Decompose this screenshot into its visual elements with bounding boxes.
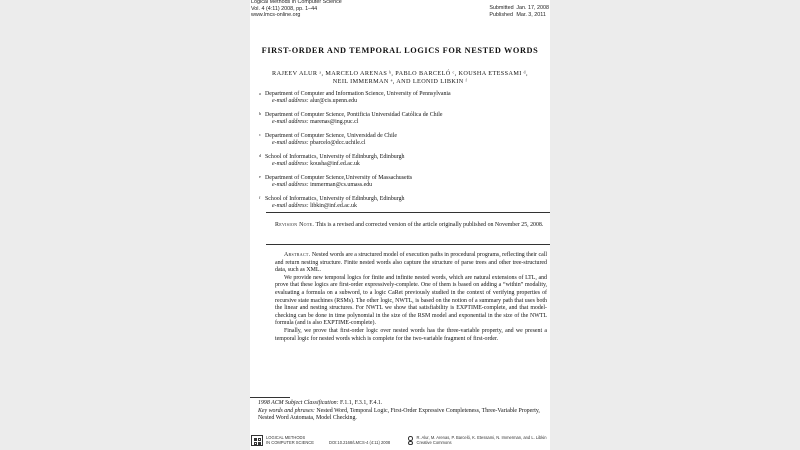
affiliation-dept: School of Informatics, University of Edinburgh, Edinburgh [265, 153, 405, 160]
submitted-label: Submitted [489, 5, 514, 11]
abstract-paragraph-3: Finally, we prove that first-order logic over nested words has the three-variable property, and we present a temporal logic for nested words which is complete for the two-variable fragment of first-order. [275, 327, 547, 342]
abstract [275, 252, 547, 343]
affiliation-marker: c [259, 132, 261, 138]
affiliations [258, 91, 543, 216]
lmcs-label-line-1: LOGICAL METHODS [266, 435, 306, 440]
divider-top [266, 212, 550, 213]
acm-classification: F.1.1, F.3.1, F.4.1. [340, 400, 383, 406]
viewer-background-right [550, 0, 800, 450]
affiliation-marker: f [259, 195, 261, 201]
affiliation-d [258, 154, 543, 169]
revision-text: This is a revised and corrected version of the article originally published on November 25, 2008. [315, 222, 544, 228]
abstract-label: Abstract. [284, 252, 311, 258]
affiliation-c [258, 133, 543, 148]
email-label: e-mail address: [272, 140, 309, 147]
affiliation-dept: Department of Computer and Information Science, University of Pennsylvania [265, 91, 451, 97]
email-label: e-mail address: [272, 182, 309, 189]
creative-commons-icon [408, 441, 413, 446]
copyright-notice [408, 436, 548, 446]
published-date: Mar. 3, 2011 [516, 11, 546, 18]
abstract-paragraph-1: Nested words are a structured model of execution paths in procedural programs, reflecting their call and return nesting structure. Finite nested words also capture the structure of parse trees and other tree-structured data, such as XML. [275, 252, 547, 274]
affiliation-dept: Department of Computer Science, Pontificia Universidad Católica de Chile [265, 111, 443, 118]
email-address: kousha@inf.ed.ac.uk [310, 161, 360, 168]
revision-note [275, 222, 547, 230]
published-label: Published [489, 11, 514, 18]
abstract-paragraph-2: We provide new temporal logics for finite and infinite nested words, which are natural extensions of LTL, and prove that these logics are first-order expressively-complete. One of them is based on adding a “within” modality, evaluating a formula on a subword, to a logic CaRet previously studied in the context of verifying properties of recursive state machines (RSMs). The other logic, NWTL, is based on the notion of a summary path that uses both the linear and nesting structures. For NWTL we show that satisfiability is EXPTIME-complete, and that model-checking can be done in time polynomial in the size of the RSM model and exponential in the size of the NWTL formula (and is also EXPTIME-complete). [275, 274, 547, 327]
affiliation-dept: Department of Computer Science,University of Massachusetts [265, 174, 413, 181]
revision-label: Revision Note. [275, 222, 315, 228]
lmcs-logo-icon [251, 435, 263, 446]
affiliation-marker: e [259, 174, 261, 180]
document-page [250, 0, 550, 450]
acm-label: 1998 ACM Subject Classification: [258, 400, 339, 406]
author-list [250, 70, 550, 86]
affiliation-dept: School of Informatics, University of Edinburgh, Edinburgh [265, 195, 405, 202]
email-label: e-mail address: [272, 98, 309, 105]
viewer-background-left [0, 0, 250, 450]
email-address: alur@cis.upenn.edu [310, 98, 358, 105]
doi: DOI:10.2168/LMCS-4 (4:11) 2008 [329, 440, 391, 445]
email-address: libkin@inf.ed.ac.uk [310, 202, 357, 209]
submitted-date: Jan. 17, 2008 [516, 5, 549, 11]
keywords-label: Key words and phrases: [258, 407, 315, 414]
creative-commons-label: Creative Commons [416, 439, 452, 445]
affiliation-dept: Department of Computer Science, Universidad de Chile [265, 132, 398, 139]
lmcs-label [266, 436, 314, 446]
email-label: e-mail address: [272, 161, 309, 168]
affiliation-b [258, 112, 543, 127]
affiliation-marker: a [259, 90, 261, 96]
affiliation-e [258, 175, 543, 190]
authors-line-1: RAJEEV ALUR ᵃ, MARCELO ARENAS ᵇ, PABLO BARCELÓ ᶜ, KOUSHA ETESSAMI ᵈ, [272, 70, 528, 77]
affiliation-a [258, 91, 543, 106]
affiliation-marker: b [259, 111, 261, 117]
copyright-icon [408, 436, 413, 441]
affiliation-marker: d [259, 153, 261, 159]
page-footer [250, 434, 550, 450]
divider-middle [266, 244, 550, 245]
footnote-rule [250, 397, 290, 398]
authors-line-2: NEIL IMMERMAN ᵉ, AND LEONID LIBKIN ᶠ [332, 78, 468, 86]
email-label: e-mail address: [272, 202, 309, 209]
journal-header [251, 0, 342, 19]
affiliation-f [258, 196, 543, 211]
email-address: immerman@cs.umass.edu [310, 182, 373, 189]
dates-header [489, 5, 549, 18]
footnotes [258, 400, 550, 423]
journal-volume: Vol. 4 (4:11) 2008, pp. 1–44 [251, 5, 318, 12]
email-label: e-mail address: [272, 119, 309, 126]
keywords: Nested Word, Temporal Logic, First-Order Expressive Completeness, Three-Variable Property, Nested Word Automata, Model Checking. [258, 407, 540, 421]
journal-website: www.lmcs-online.org [251, 12, 301, 19]
email-address: pbarcelo@dcc.uchile.cl [310, 140, 366, 147]
journal-name: Logical Methods in Computer Science [251, 0, 342, 5]
copyright-authors: R. Alur, M. Arenas, P. Barceló, K. Etessami, N. Immerman, and L. Libkin [416, 435, 547, 440]
paper-title: FIRST-ORDER AND TEMPORAL LOGICS FOR NESTED WORDS [261, 46, 539, 55]
lmcs-label-line-2: IN COMPUTER SCIENCE [266, 439, 314, 445]
email-address: marenas@ing.puc.cl [310, 119, 359, 126]
